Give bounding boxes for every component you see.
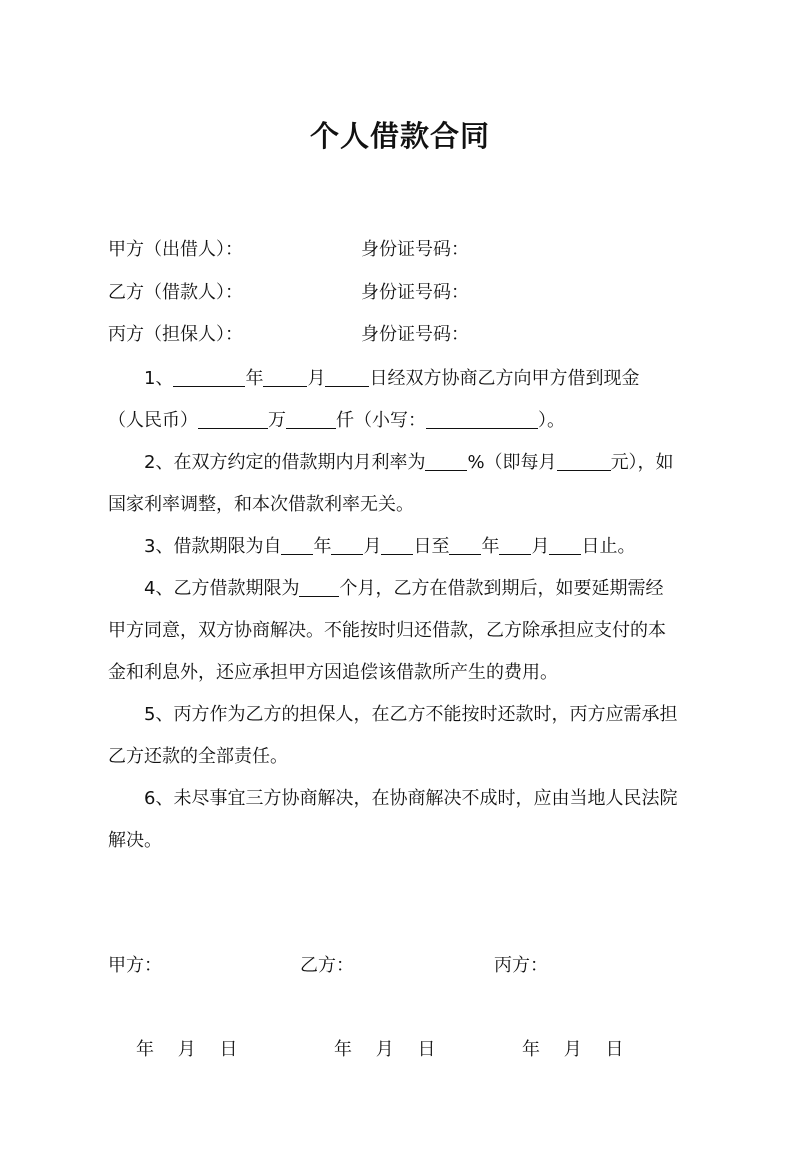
clause-3-text: 3、借款期限为自 xyxy=(144,536,282,557)
party-a-id-label: 身份证号码： xyxy=(361,239,469,260)
clause-4-line-2: 甲方同意，双方协商解决。不能按时归还借款，乙方除承担应支付的本 xyxy=(108,620,666,641)
blank-field xyxy=(198,408,268,429)
blank-field xyxy=(549,534,581,555)
party-a-row xyxy=(108,236,708,264)
date-party-c: 年 月 日 xyxy=(522,1039,624,1060)
party-c-row xyxy=(108,321,708,349)
party-a-label: 甲方（出借人）： xyxy=(108,239,243,260)
party-b-label: 乙方（借款人）： xyxy=(108,282,243,303)
clause-1-end: ）。 xyxy=(538,410,565,431)
signature-party-b: 乙方： xyxy=(300,955,354,976)
blank-field xyxy=(286,408,336,429)
clause-1-month: 月 xyxy=(307,368,326,389)
clause-4-text-a: 4、乙方借款期限为 xyxy=(144,578,300,599)
clause-6-line-2: 解决。 xyxy=(108,830,162,851)
blank-field xyxy=(425,450,467,471)
blank-field xyxy=(449,534,481,555)
blank-field xyxy=(381,534,413,555)
clause-1-qian: 仟（小写： xyxy=(336,410,426,431)
clause-1-wan: 万 xyxy=(268,410,286,431)
clause-1-year: 年 xyxy=(245,368,264,389)
clause-1-text: 日经双方协商乙方向甲方借到现金 xyxy=(369,368,640,389)
clause-6 xyxy=(108,778,708,862)
clause-4-text-b: 个月，乙方在借款到期后，如要延期需经 xyxy=(339,578,664,599)
party-b-row xyxy=(108,279,708,307)
blank-field xyxy=(173,366,245,387)
clause-2-text-b: 元），如 xyxy=(610,452,674,473)
clause-3-year: 年 xyxy=(313,536,332,557)
clause-5-line-1: 5、丙方作为乙方的担保人，在乙方不能按时还款时，丙方应需承担 xyxy=(144,704,678,725)
blank-field xyxy=(281,534,313,555)
party-b-id-label: 身份证号码： xyxy=(361,282,469,303)
clause-4-line-3: 金和利息外，还应承担甲方因追偿该借款所产生的费用。 xyxy=(108,662,558,683)
clause-2-text-c: 国家利率调整，和本次借款利率无关。 xyxy=(108,494,414,515)
clause-2 xyxy=(108,442,708,526)
blank-field xyxy=(499,534,531,555)
blank-field xyxy=(263,366,307,387)
clause-4 xyxy=(108,568,708,694)
clause-2-percent: %（即每月 xyxy=(467,452,557,473)
clause-1-num: 1、 xyxy=(144,368,174,389)
clause-3-day-to: 日至 xyxy=(413,536,450,557)
clause-1-rmb: （人民币） xyxy=(108,410,198,431)
clause-2-text-a: 2、在双方约定的借款期内月利率为 xyxy=(144,452,426,473)
clause-1 xyxy=(108,358,708,442)
clause-3-year-2: 年 xyxy=(481,536,500,557)
signature-party-c: 丙方： xyxy=(494,955,548,976)
date-party-b: 年 月 日 xyxy=(334,1039,436,1060)
clause-6-line-1: 6、未尽事宜三方协商解决，在协商解决不成时，应由当地人民法院 xyxy=(144,788,678,809)
clause-5-line-2: 乙方还款的全部责任。 xyxy=(108,746,288,767)
blank-field xyxy=(299,576,339,597)
clause-5 xyxy=(108,694,708,778)
document-title: 个人借款合同 xyxy=(309,119,490,153)
party-c-id-label: 身份证号码： xyxy=(361,324,469,345)
date-party-a: 年 月 日 xyxy=(136,1039,238,1060)
clause-3-month: 月 xyxy=(363,536,382,557)
clause-3 xyxy=(108,526,708,568)
blank-field xyxy=(557,450,611,471)
signature-party-a: 甲方： xyxy=(108,955,162,976)
blank-field xyxy=(426,408,538,429)
clause-3-day-end: 日止。 xyxy=(581,536,636,557)
blank-field xyxy=(331,534,363,555)
blank-field xyxy=(325,366,369,387)
party-c-label: 丙方（担保人）： xyxy=(108,324,243,345)
clause-3-month-2: 月 xyxy=(531,536,550,557)
